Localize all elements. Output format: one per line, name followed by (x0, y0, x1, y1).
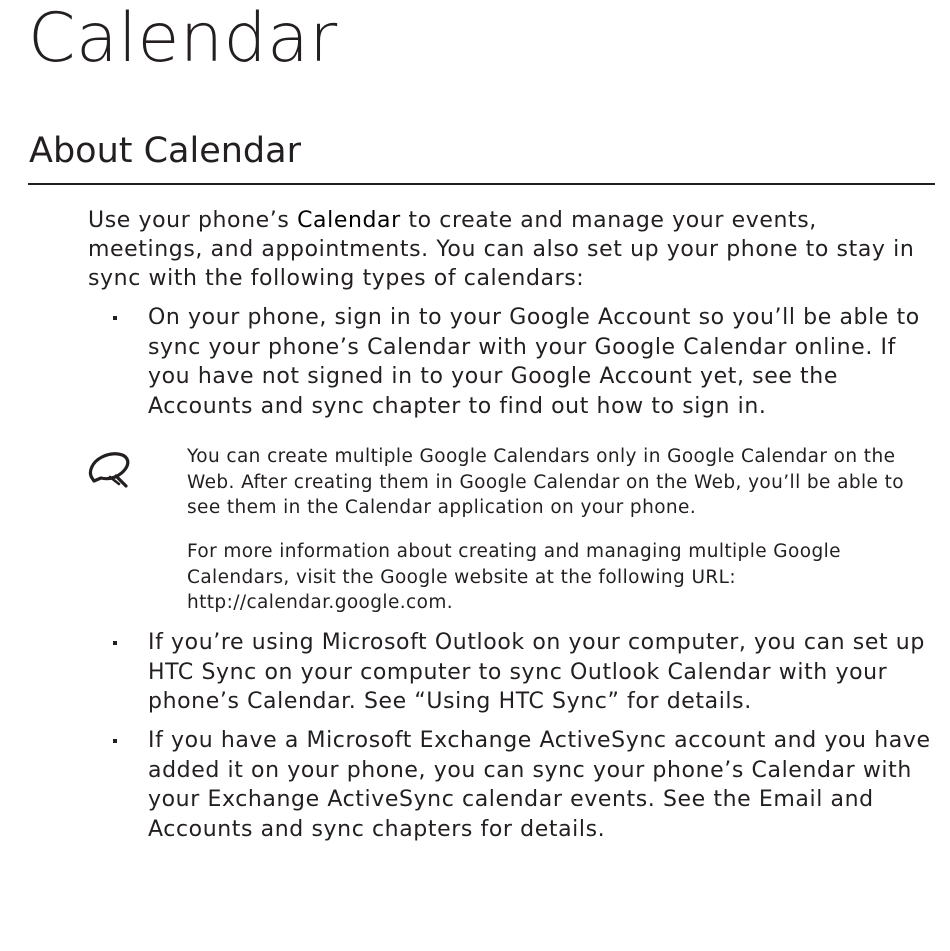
section-title: About Calendar (29, 131, 301, 171)
intro-paragraph (88, 206, 938, 293)
note-paragraph-2: For more information about creating and managing multiple Google Calendars, visit the Google website at the following URL: http://calendar.google.com. (187, 541, 841, 613)
bullet-marker (113, 316, 123, 324)
note-paragraph-1: You can create multiple Google Calendars only in Google Calendar on the Web. After creating them in Google Calendar on the Web, you’ll be able to see them in the Calendar application on your phone. (187, 446, 904, 518)
section-divider (28, 183, 935, 185)
bullet-marker (113, 641, 123, 649)
calendar-app-name: Calendar (297, 208, 401, 233)
bullet-google-account: On your phone, sign in to your Google Account so you’ll be able to sync your phone’s Calendar with your Google Calendar online. If you have not signed in to your Google Account yet, see the Accounts and sync chapter to find out how to sign in. (148, 305, 920, 419)
intro-text-end: to create and manage your events, meetings, and appointments. You can also set up your phone to stay in sync with the following types of calendars: (88, 208, 915, 291)
bullet-marker (113, 739, 123, 747)
note-icon (86, 448, 134, 490)
bullet-exchange: If you have a Microsoft Exchange ActiveSync account and you have added it on your phone, you can sync your phone’s Calendar with your Exchange ActiveSync calendar events. See the Email and Accounts and sync chapters for details. (148, 728, 931, 842)
bullet-outlook: If you’re using Microsoft Outlook on your computer, you can set up HTC Sync on your computer to sync Outlook Calendar with your phone’s Calendar. See “Using HTC Sync” for details. (148, 630, 925, 714)
chapter-title: Calendar (28, 0, 338, 78)
intro-text-start: Use your phone’s (88, 208, 298, 233)
